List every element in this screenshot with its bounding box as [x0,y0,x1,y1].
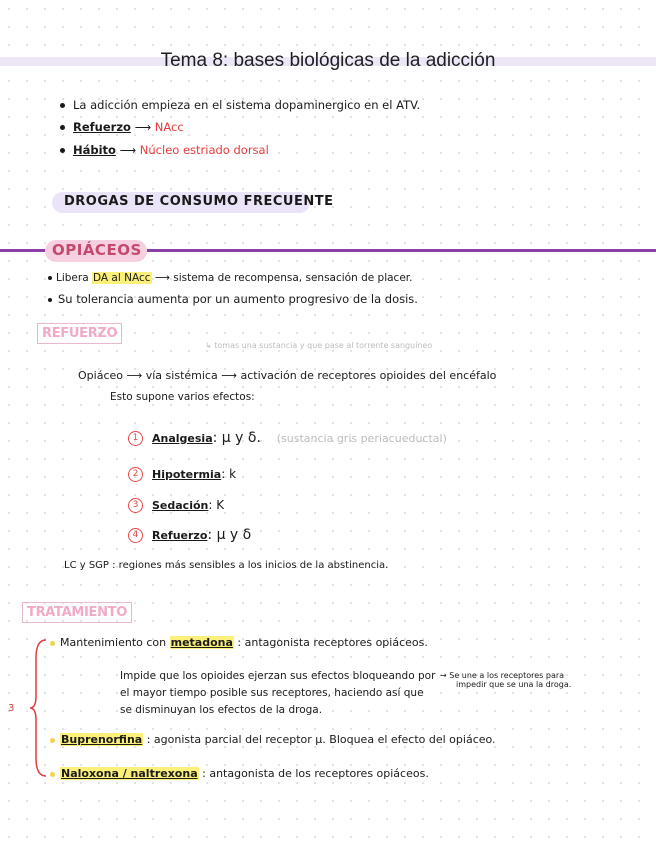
intro-bullet-refuerzo: Refuerzo ⟶ NAcc [60,120,184,134]
effect-number: 2 [128,467,143,482]
brace-count: 3 [8,703,15,714]
effect-number: 3 [128,498,143,513]
section-header: DROGAS DE CONSUMO FRECUENTE [64,194,334,209]
tratamiento-label: TRATAMIENTO [22,602,132,623]
tratamiento-item-1: Mantenimiento con metadona : antagonista receptores opiáceos. [50,636,428,649]
refuerzo-label: REFUERZO [37,323,122,344]
effect-row: 4 Refuerzo: μ y δ [128,527,251,543]
intro-bullet-habito: Hábito ⟶ Núcleo estriado dorsal [60,143,269,157]
refuerzo-note: ↳ tomas una sustancia y que pase al torrente sanguíneo [205,341,433,350]
bullet-dot [50,738,55,743]
bullet-dot [60,103,65,108]
arrow-icon: ⟶ [119,143,137,157]
bullet-dot [50,772,55,777]
refuerzo-main: Opiáceo ⟶ vía sistémica ⟶ activación de receptores opioides del encéfalo [78,369,497,382]
bullet-dot [60,148,65,153]
bullet-dot [48,298,52,302]
tratamiento-item-3: Naloxona / naltrexona : antagonista de los receptores opiáceos. [50,767,429,780]
curly-brace-icon [28,638,48,778]
effect-number: 4 [128,528,143,543]
lc-sgp-note: LC y SGP : regiones más sensibles a los inicios de la abstinencia. [64,560,389,571]
effect-row: 3 Sedación: K [128,498,224,513]
opiaceos-bullet-1: Libera DA al NAcc ⟶ sistema de recompensa, sensación de placer. [48,272,412,284]
tratamiento-side-note: → Se une a los receptores para impedir que se una la droga. [440,671,572,689]
tratamiento-detail: Impide que los opioides ejerzan sus efectos bloqueando por el mayor tiempo posible sus receptores, haciendo así que se disminuyan los efectos de la droga. [120,670,436,716]
divider-left [0,249,46,252]
refuerzo-sub: Esto supone varios efectos: [110,391,255,403]
effect-row: 2 Hipotermia: k [128,467,236,482]
bullet-dot [50,641,55,646]
bullet-dot [48,276,52,280]
effect-number: 1 [128,431,143,446]
intro-bullet-1: La adicción empieza en el sistema dopaminergico en el ATV. [60,98,420,112]
bullet-dot [60,125,65,130]
tratamiento-item-2: Buprenorfina : agonista parcial del receptor μ. Bloquea el efecto del opiáceo. [50,733,496,746]
page-title: Tema 8: bases biológicas de la adicción [160,50,496,71]
divider-right [147,249,656,252]
arrow-icon: ⟶ [134,120,152,134]
effect-row: 1 Analgesia: μ y δ. (sustancia gris periacueductal) [128,430,447,446]
opiaceos-heading: OPIÁCEOS [52,241,142,259]
opiaceos-bullet-2: Su tolerancia aumenta por un aumento progresivo de la dosis. [48,292,418,306]
